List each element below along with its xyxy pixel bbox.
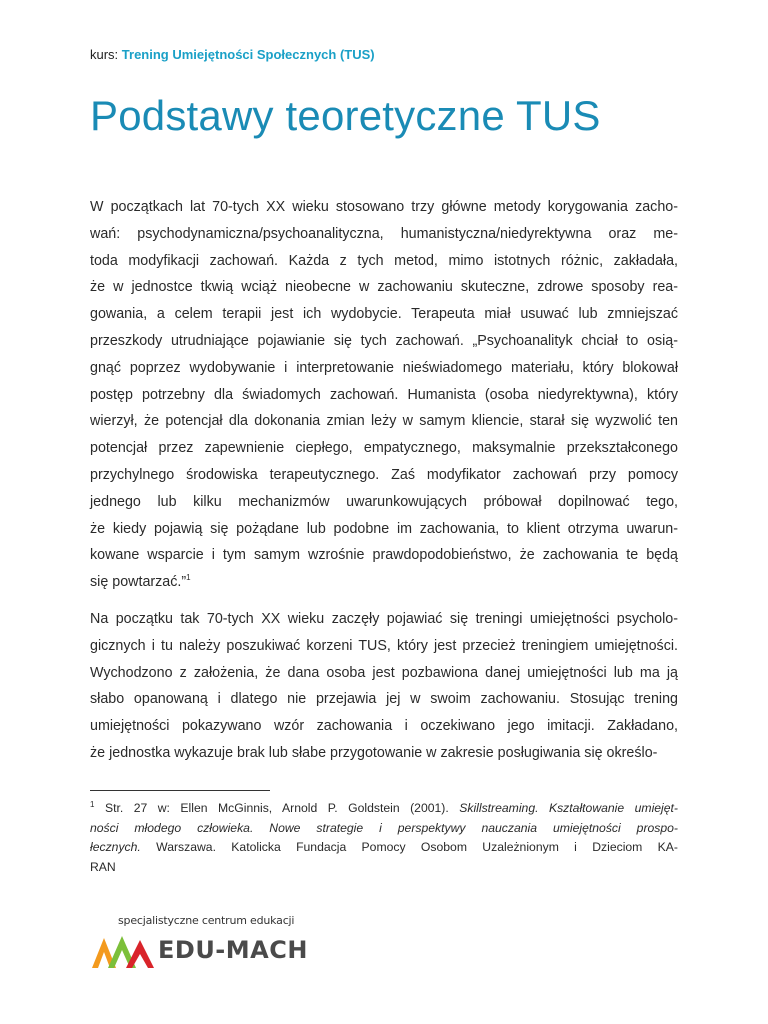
text-line: wań: psychodynamiczna/psychoanalityczna, humanistyczna/niedyrektywna oraz me- <box>90 225 678 242</box>
text-line: wierzył, że potencjał dla dokonania zmian leży w samym kliencie, starał się wyzwolić ten <box>90 413 678 430</box>
text-line: toda modyfikacji zachowań. Każda z tych metod, mimo istotnych różnic, zakładała, <box>90 252 678 269</box>
footnote-line-2: ności młodego człowieka. Nowe strategie i perspektywy nauczania umiejętności prospo- <box>90 820 678 835</box>
text-line: jednego lub kilku mechanizmów uwarunkowujących próbował dopilnować tego, <box>90 493 678 510</box>
logo-mark-icon <box>92 932 162 972</box>
footnote-line-3: łecznych. Warszawa. Katolicka Fundacja Pomocy Osobom Uzależnionym i Dzieciom KA- <box>90 840 678 855</box>
text-line: W początkach lat 70-tych XX wieku stosowano trzy główne metody korygowania zacho- <box>90 199 678 215</box>
text-line: gowania, a celem terapii jest ich wydobycie. Terapeuta miał usuwać lub zmniejszać <box>90 306 678 323</box>
text-line: że jednostka wykazuje brak lub słabe przygotowanie w zakresie posługiwania się określo- <box>90 744 658 761</box>
text-line: umiejętności pokazywano wzór zachowania i oczekiwano jego imitacji. Zakładano, <box>90 718 678 735</box>
body-text <box>90 194 678 767</box>
page-title: Podstawy teoretyczne TUS <box>90 92 601 139</box>
text-line: gnąć poprzez wydobywanie i interpretowanie nieświadomego materiału, który blokował <box>90 359 678 376</box>
edu-mach-logo <box>92 912 308 992</box>
text-line: że w jednostce tkwią wciąż nieobecne w zachowaniu skuteczne, zdrowe sposoby rea- <box>90 279 678 296</box>
logo-name: EDU-MACH <box>158 936 308 964</box>
paragraph-1 <box>90 194 678 596</box>
footnote <box>90 799 678 877</box>
footnote-line-1: $^1$ Str. 27 w: Ellen McGinnis, Arnold P. Goldstein (2001). Skillstreaming. Kształtowanie umiejęt- <box>90 799 678 815</box>
text-line: słabo opanowaną i dlatego nie przejawia jej w swoim zachowaniu. Stosując trening <box>90 691 678 708</box>
course-name: Trening Umiejętności Społecznych (TUS) <box>121 47 375 62</box>
text-line: że kiedy pojawią się pożądane lub podobne im zachowania, to klient otrzyma uwarun- <box>90 520 678 537</box>
text-line: przeszkody utrudniające pojawianie się tych zachowań. „Psychoanalityk chciał to osią- <box>90 332 678 349</box>
footnote-number: 1 <box>90 799 95 809</box>
text-line: gicznych i tu należy poszukiwać korzeni TUS, który jest przecież treningiem umiejętności. <box>90 637 678 654</box>
paragraph-2 <box>90 606 678 767</box>
text-line: Wychodzono z założenia, że dana osoba jest pozbawiona danej umiejętności lub ma ją <box>90 664 678 681</box>
text-line: postęp potrzebny dla świadomych zachowań. Humanista (osoba niedyrektywna), który <box>90 386 678 403</box>
logo-tagline: specjalistyczne centrum edukacji <box>118 914 295 927</box>
footnote-line-4: RAN <box>90 859 116 874</box>
text-line: kowane wsparcie i tym samym wzrośnie prawdopodobieństwo, że zachowania te będą <box>90 547 678 564</box>
text-line: przychylnego środowiska terapeutycznego. Zaś modyfikator zachowań przy pomocy <box>90 466 678 483</box>
text-line: Na początku tak 70-tych XX wieku zaczęły pojawiać się treningi umiejętności psycholo- <box>90 610 678 627</box>
course-header <box>90 47 375 62</box>
footnote-divider <box>90 790 270 791</box>
logo-red-chevron <box>126 940 154 968</box>
footnote-reference: 1 <box>186 573 191 583</box>
course-prefix: kurs: <box>90 47 119 62</box>
text-line: potencjał przez zapewnienie ciepłego, empatycznego, maksymalnie przekształconego <box>90 440 678 457</box>
text-line: się powtarzać.”$^1$ <box>90 573 191 591</box>
